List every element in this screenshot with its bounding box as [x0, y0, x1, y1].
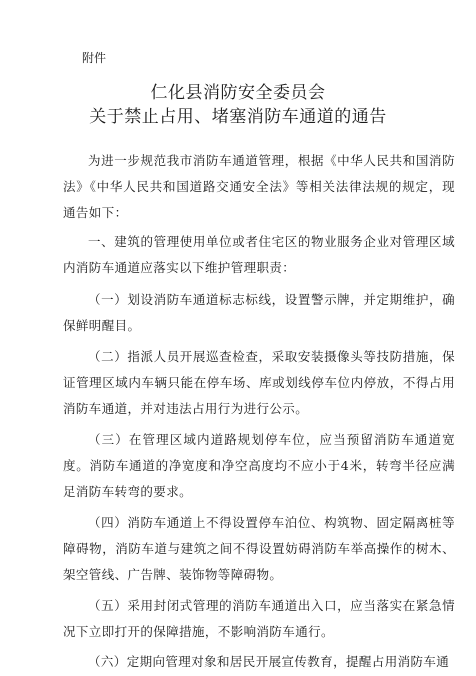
attachment-label: 附件 — [82, 51, 107, 65]
document-title-line-2: 关于禁止占用、堵塞消防车通道的通告 — [89, 107, 387, 127]
item-6-paragraph: （六）定期向管理对象和居民开展宣传教育，提醒占用消防车通 — [88, 654, 450, 669]
document-title-line-1: 仁化县消防安全委员会 — [150, 83, 326, 103]
item-4-paragraph: （四）消防车通道上不得设置停车泊位、构筑物、固定隔离桩等障碍物，消防车道与建筑之间不得设置妨碍消防车举高操作的树木、架空管线、广告牌、装饰物等障碍物。 — [63, 515, 455, 582]
intro-paragraph: 为进一步规范我市消防车通道管理，根据《中华人民共和国消防法》《中华人民共和国道路交通安全法》等相关法律法规的规定，现通告如下： — [63, 153, 455, 220]
item-2-paragraph: （二）指派人员开展巡查检查，采取安装摄像头等技防措施，保证管理区域内车辆只能在停车场、库或划线停车位内停放，不得占用消防车通道，并对违法占用行为进行公示。 — [63, 349, 455, 416]
section-1-paragraph: 一、建筑的管理使用单位或者住宅区的物业服务企业对管理区域内消防车通道应落实以下维护管理职责： — [63, 234, 455, 275]
item-3-paragraph: （三）在管理区域内道路规划停车位，应当预留消防车通道宽度。消防车通道的净宽度和净空高度均不应小于4米，转弯半径应满足消防车转弯的要求。 — [63, 432, 455, 499]
item-1-paragraph: （一）划设消防车通道标志标线，设置警示牌，并定期维护，确保鲜明醒目。 — [63, 292, 455, 333]
item-5-paragraph: （五）采用封闭式管理的消防车通道出入口，应当落实在紧急情况下立即打开的保障措施，不影响消防车通行。 — [63, 598, 455, 639]
